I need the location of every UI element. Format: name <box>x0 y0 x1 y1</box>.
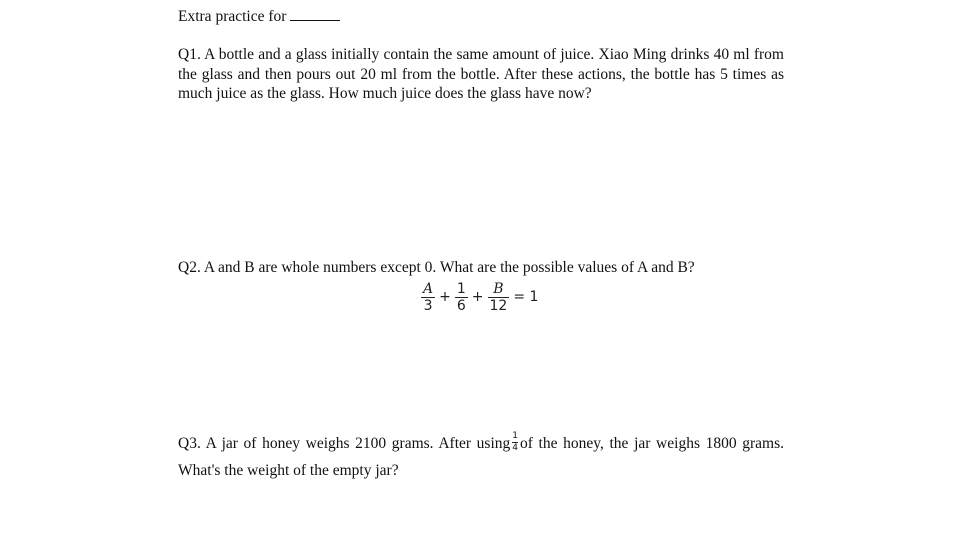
fraction-denominator: 4 <box>512 442 518 453</box>
header-title: Extra practice for <box>178 8 287 25</box>
plus-operator: + <box>471 289 484 305</box>
fraction-numerator: B <box>493 280 504 297</box>
fraction-b-over-12 <box>488 281 510 314</box>
question-2: Q2. A and B are whole numbers except 0. What are the possible values of A and B? <box>178 259 695 276</box>
question-1: Q1. A bottle and a glass initially contain the same amount of juice. Xiao Ming drinks 40 ml from the glass and then pours out 20 ml from the bottle. After these actions, the bottle has 5 times as much juice as the glass. How much juice does the glass have now? <box>178 46 784 102</box>
fraction-denominator: 3 <box>423 297 433 314</box>
worksheet-header <box>178 6 340 28</box>
fraction-a-over-3 <box>421 281 435 314</box>
name-blank-line <box>290 7 340 21</box>
question-3 <box>178 430 784 484</box>
plus-operator: + <box>439 289 451 305</box>
fraction-denominator: 6 <box>456 297 466 314</box>
fraction-1-over-6 <box>455 281 468 314</box>
question-2-equation <box>420 276 541 318</box>
fraction-numerator: 1 <box>456 280 466 297</box>
question-3-text-before: Q3. A jar of honey weighs 2100 grams. After using <box>178 435 511 452</box>
fraction-one-quarter <box>512 432 518 453</box>
equation-rhs: = 1 <box>513 289 539 305</box>
question-3-text-after: of the honey, the jar weighs 1800 grams. What's the weight of the empty jar? <box>178 435 784 479</box>
fraction-numerator: 1 <box>512 430 518 441</box>
fraction-numerator: A <box>423 280 434 297</box>
fraction-denominator: 12 <box>489 297 508 314</box>
